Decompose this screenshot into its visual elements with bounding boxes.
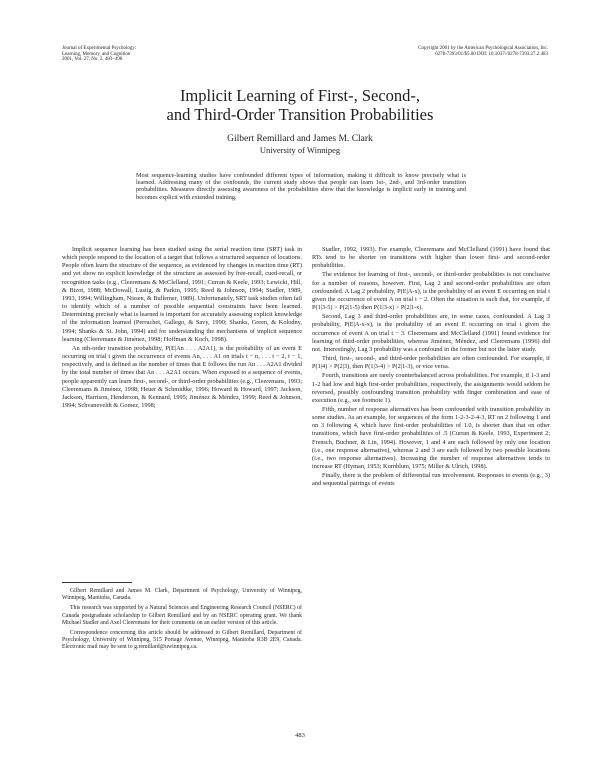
title-line: Implicit Learning of First-, Second-, [179,86,421,105]
copyright-line: 0278-7393/01/$5.00 DOI: 10.1037//0278-7393.27.2.483 [435,51,548,57]
paragraph: Second, Lag 3 and third-order probabilities are, in some cases, confounded. A Lag 3 probability, P(E|A-x-x), is the probability of an event E occurring on trial t given the occurrence of event A on trial t − 3. Cleeremans and McClelland (1991) found evidence for learning of third-order probabilities, whereas Jiménez, Méndez, and Cleeremans (1996) did not. Interestingly, Lag 3 probability was a confound in the former but not the latter study. [312,313,550,353]
copyright-notice [388,46,548,57]
footnote-divider [62,582,132,583]
journal-line: Learning, Memory, and Cognition [62,51,131,57]
paragraph: Finally, there is the problem of differential run involvement. Responses to events (e.g., 3) and sequential pairings of events [312,472,550,488]
paragraph: Fourth, transitions are rarely counterbalanced across probabilities. For example, if 1-3 and 1-2 had low and high first-order probabilities, respectively, the assignments would seldom be reversed, possibly confounding transition probability with finger combination and ease of execution (e.g., see footnote 1). [312,372,550,404]
affiliation: University of Winnipeg [259,145,341,155]
article-title [150,86,450,124]
abstract: Most sequence-learning studies have confounded different types of information, making it difficult to know precisely what is learned. Addressing many of the confounds, the current study shows that people can learn 1st-, 2nd-, and 3rd-order transition probabilities. Measures directly assessing awareness of the probabilities show that the knowledge is implicit early in training and becomes explicit with extended training. [136,172,466,201]
right-column [312,246,550,489]
paragraph: Implicit sequence learning has been studied using the serial reaction time (SRT) task in which people respond to the location of a target that follows a structured sequence of locations. People often learn the structure of the sequence, as evidenced by changes in reaction time (RT) and yet show no explicit knowledge of the structure as assessed by free-recall, cued-recall, or recognition tasks (e.g., Cleeremans & McClelland, 1991; Curran & Keele, 1993; Lewicki, Hill, & Bizot, 1988; McDowall, Lustig, & Parkin, 1995; Reed & Johnson, 1994; Stadler, 1989, 1993, 1994; Willingham, Nissen, & Bullemer, 1989). Unfortunately, SRT task studies often fail to identify which of a number of possible sequential constraints have been learned. Determining precisely what is learned is important for accurately assessing explicit knowledge of the information learned (Perruchet, Gallego, & Savy, 1990; Shanks, Green, & Kolodny, 1994; Shanks & St. John, 1994) and for understanding the mechanisms of implicit sequence learning (Cleeremans & Jiménez, 1998; Hoffman & Koch, 1998). [62,246,302,343]
paragraph: Third, first-, second-, and third-order probabilities are often confounded. For example, if P(1|4) > P(2|3), then P(1|3-4) > P(2|1-3), or vice versa. [312,355,550,371]
journal-line: 2001, Vol. 27, No. 2, 483–498 [62,57,123,63]
paragraph: Fifth, number of response alternatives has been confounded with transition probability in some studies. As an example, for sequences of the form 1-2-3-2-4-3, RT on 2 following 1 and on 3 following 4, which have first-order probabilities of 1.0, is shorter than that on other transitions, which have first-order probabilities of .5 (Curran & Keele, 1993, Experiment 2; Frensch, Buchner, & Lin, 1994). However, 1 and 4 are each followed by only one location (i.e., one response alternative), whereas 2 and 3 are each followed by two possible locations (i.e., two response alternatives). Increasing the number of response alternatives tends to increase RT (Hyman, 1953; Kornblum, 1975; Miller & Ulrich, 1998). [312,405,550,471]
authors: Gilbert Remillard and James M. Clark [227,134,373,144]
footnote: Gilbert Remillard and James M. Clark, Department of Psychology, University of Winnipeg, Winnipeg, Manitoba, Canada. [62,588,302,602]
journal-line: Journal of Experimental Psychology: [62,46,137,51]
paragraph: The evidence for learning of first-, second-, or third-order probabilities is not conclusive for a number of reasons, however. First, Lag 2 and second-order probabilities are often confounded. A Lag 2 probability, P(E|A-x), is the probability of an event E occurring on trial t given the occurrence of event A on trial t − 2. Often the situation is such that, for example, if P(1|3-5) > P(2|1-5) then P(1|3-x) > P(2|1-x). [312,271,550,312]
footnotes [62,588,302,652]
paragraph: Stadler, 1992, 1993). For example, Cleeremans and McClelland (1991) have found that RTs tend to be shorter on transitions with higher than lower first- and second-order probabilities. [312,246,550,270]
left-column [62,246,302,410]
title-line: and Third-Order Transition Probabilities [166,105,434,124]
footnote: This research was supported by a Natural Sciences and Engineering Research Council (NSERC) of Canada postgraduate scholarship to Gilbert Remillard and by an NSERC operating grant. We thank Michael Stadler and Axel Cleeremans for their comments on an earlier version of this article. [62,605,302,626]
copyright-line: Copyright 2001 by the American Psychological Association, Inc. [418,46,548,51]
footnote: Correspondence concerning this article should be addressed to Gilbert Remillard, Department of Psychology, University of Winnipeg, 515 Portage Avenue, Winnipeg, Manitoba R3B 2E9, Canada. Electronic mail may be sent to g.remillard@uwinnipeg.ca. [62,630,302,651]
journal-citation [62,46,172,63]
paragraph: An nth-order transition probability, P(E|An . . . A2A1), is the probability of an event E occurring on trial t given the occurrence of events An, . . . A1 on trials t − n, . . . t − 2, t − 1, respectively, and is defined as the number of times that E follows the run An . . . A2A1 divided by the total number of times that An . . . A2A1 occurs. When exposed to a sequence of events, people apparently can learn first-, second-, or third-order probabilities (e.g., Cleeremans, 1993; Cleeremans & Jiménez, 1998; Heuer & Schmidtke, 1996; Howard & Howard, 1997; Jackson, Jackson, Harrison, Henderson, & Kennard, 1995; Jiménez & Méndez, 1999; Reed & Johnson, 1994; Schvaneveldt & Gomez, 1998; [62,344,302,409]
page-number: 483 [295,732,305,739]
